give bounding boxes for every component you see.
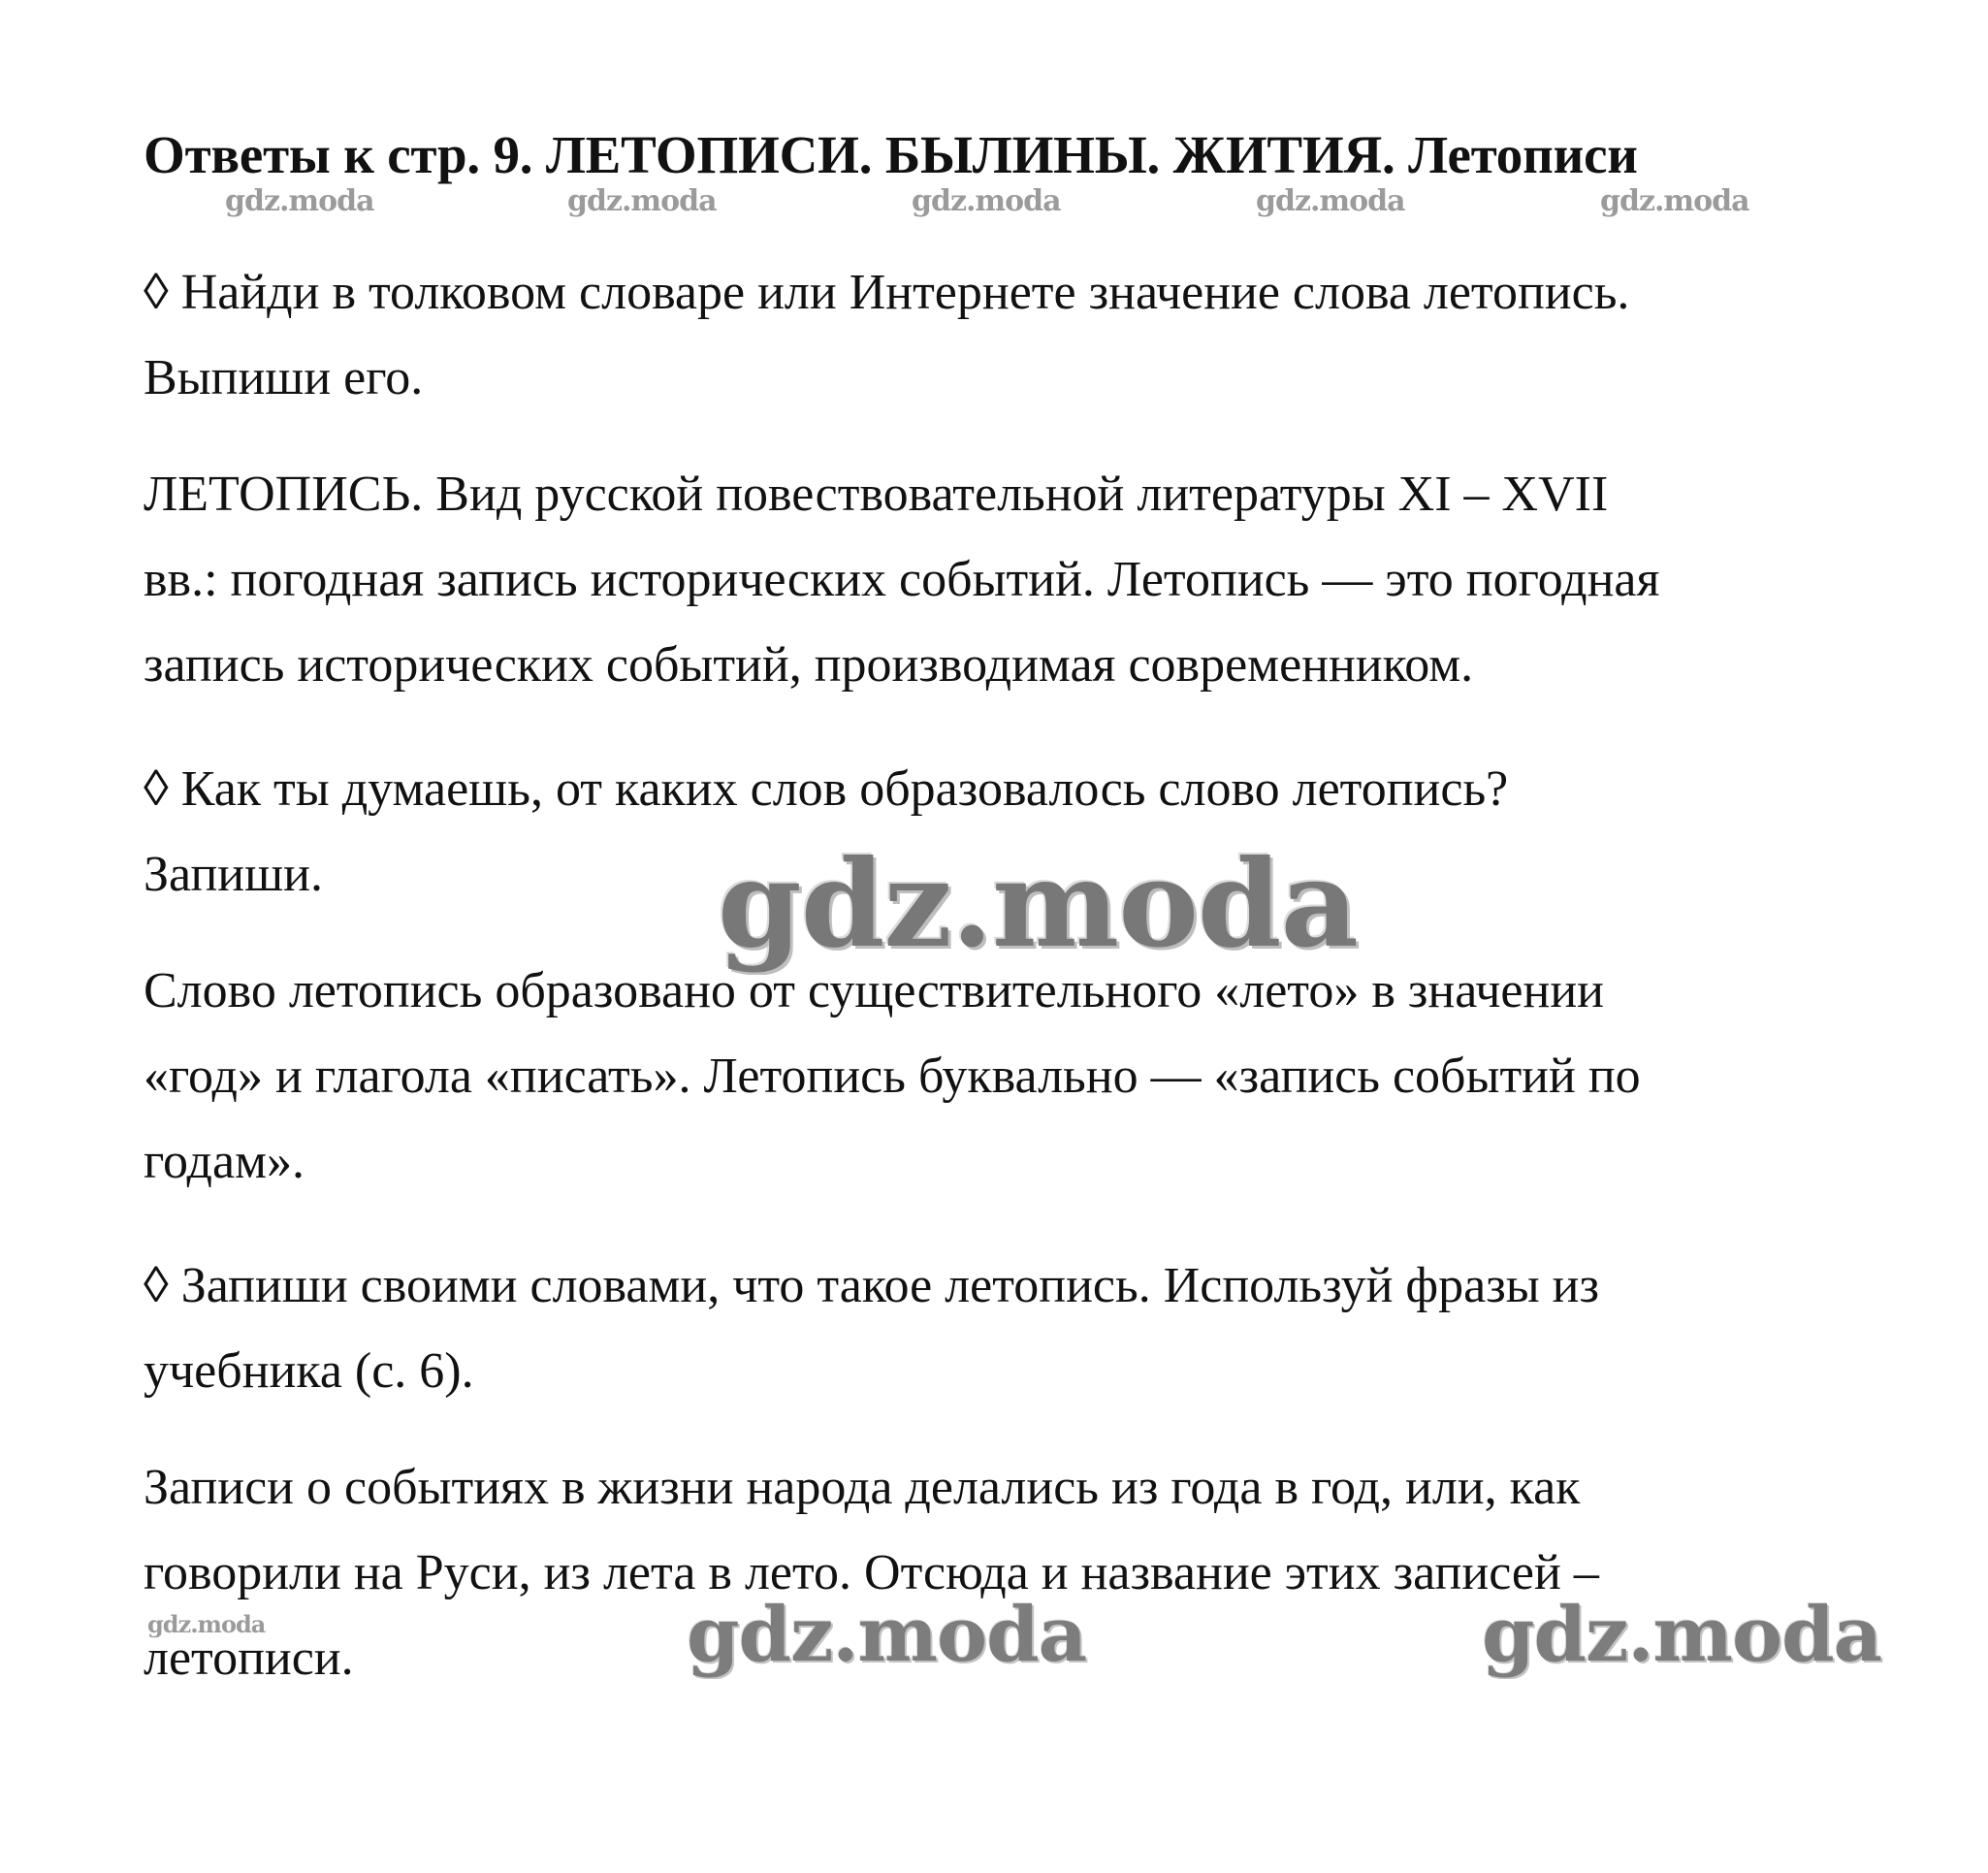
watermark-tiny: gdz.moda (147, 1610, 266, 1638)
watermark-small-1: gdz.moda (225, 184, 374, 218)
watermark-bottom-center: gdz.moda (687, 1591, 1087, 1679)
answer-1-line-3: запись исторических событий, производимая современником. (144, 637, 1474, 693)
question-2-line-2: Запиши. (144, 847, 323, 902)
answer-2-line-2: «год» и глагола «писать». Летопись буквально — «запись событий по (144, 1049, 1641, 1104)
answer-2-line-1: Слово летопись образовано от существительного «лето» в значении (144, 963, 1604, 1018)
watermark-small-4: gdz.moda (1256, 184, 1405, 218)
question-1-line-1: ◊ Найди в толковом словаре или Интернете значение слова летопись. (144, 265, 1630, 320)
question-3-line-1: ◊ Запиши своими словами, что такое летопись. Используй фразы из (144, 1258, 1600, 1313)
answer-3-line-3: летописи. (144, 1631, 354, 1686)
answer-1-line-1: ЛЕТОПИСЬ. Вид русской повествовательной литературы XI – XVII (144, 467, 1609, 522)
watermark-small-5: gdz.moda (1600, 184, 1749, 218)
watermark-bottom-right: gdz.moda (1482, 1591, 1882, 1679)
watermark-small-3: gdz.moda (912, 184, 1061, 218)
watermark-large: gdz.moda (718, 834, 1358, 975)
answer-1 (144, 452, 1889, 708)
question-1-line-2: Выпиши его. (144, 350, 424, 405)
question-3-line-2: учебника (с. 6). (144, 1343, 474, 1399)
page-title: Ответы к стр. 9. ЛЕТОПИСИ. БЫЛИНЫ. ЖИТИЯ. Летописи (144, 125, 1638, 184)
answer-2-line-3: годам». (144, 1134, 305, 1189)
question-3 (144, 1243, 1889, 1414)
answer-2 (144, 949, 1889, 1205)
watermark-small-2: gdz.moda (567, 184, 717, 218)
answer-3-line-2: говорили на Руси, из лета в лето. Отсюда и название этих записей – (144, 1545, 1599, 1600)
answer-1-line-2: вв.: погодная запись исторических событий. Летопись — это погодная (144, 552, 1660, 607)
question-2-line-1: ◊ Как ты думаешь, от каких слов образовалось слово летопись? (144, 761, 1509, 817)
answer-3-line-1: Записи о событиях в жизни народа делались из года в год, или, как (144, 1460, 1581, 1515)
question-1 (144, 250, 1889, 421)
